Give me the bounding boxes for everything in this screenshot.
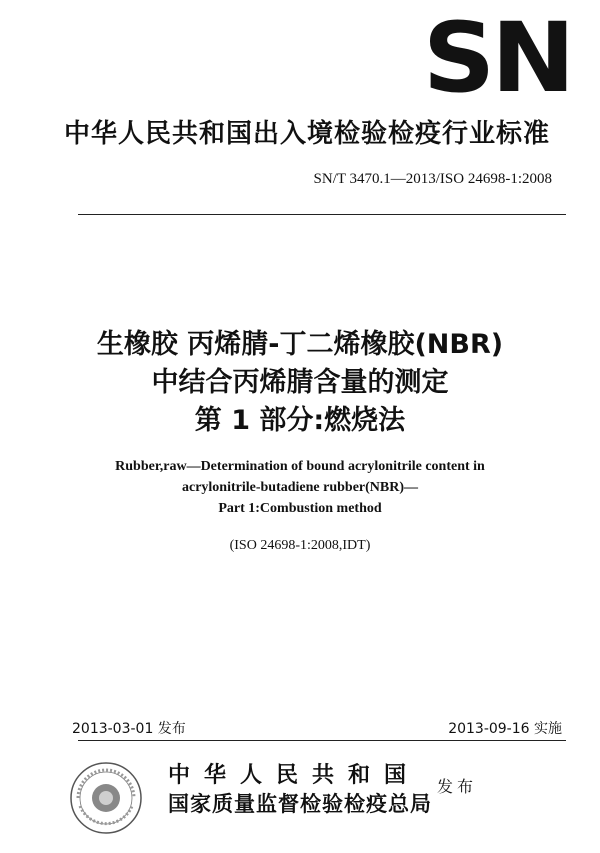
- official-seal-icon: [68, 760, 144, 836]
- english-title-line-1: Rubber,raw—Determination of bound acrylonitrile content in: [115, 459, 485, 474]
- issue-label: 发布: [437, 777, 478, 796]
- bottom-divider: [78, 740, 566, 741]
- standard-number: SN/T 3470.1—2013/ISO 24698-1:2008: [313, 171, 552, 187]
- english-title-line-3: Part 1:Combustion method: [218, 501, 382, 516]
- issuer-line-1: 中华人民共和国: [168, 763, 421, 788]
- chinese-title-line-3: 第 1 部分:燃烧法: [194, 405, 406, 436]
- english-title-line-2: acrylonitrile-butadiene rubber(NBR)—: [181, 480, 419, 495]
- chinese-title-line-1: 生橡胶 丙烯腈-丁二烯橡胶(NBR): [96, 329, 504, 360]
- issue-date: 2013-03-01 发布: [72, 721, 186, 737]
- sn-logo: SN: [422, 2, 572, 114]
- standard-authority-title: 中华人民共和国出入境检验检疫行业标准: [64, 119, 551, 149]
- chinese-title-line-2: 中结合丙烯腈含量的测定: [151, 367, 449, 398]
- implementation-date: 2013-09-16 实施: [448, 721, 562, 737]
- top-divider: [78, 214, 566, 215]
- issuer-line-2: 国家质量监督检验检疫总局: [168, 792, 432, 816]
- iso-equivalence-reference: (ISO 24698-1:2008,IDT): [229, 538, 371, 553]
